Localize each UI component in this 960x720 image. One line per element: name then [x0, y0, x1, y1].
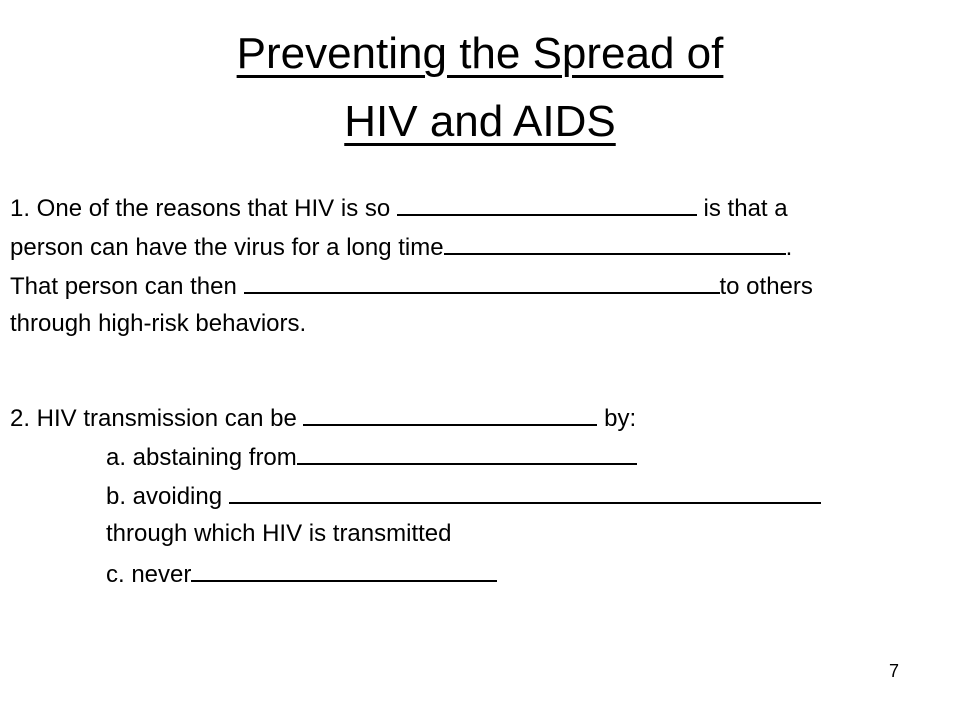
q2-blank-stem[interactable] — [303, 402, 597, 426]
q2-item-b-continuation: through which HIV is transmitted — [106, 520, 452, 547]
title-line-2: HIV and AIDS — [344, 97, 616, 146]
page-number: 7 — [889, 661, 900, 681]
q1-line-1-text-a: 1. One of the reasons that HIV is so — [10, 195, 391, 222]
q1-line-3-text-a: That person can then — [10, 273, 237, 300]
q2-item-c-text: c. never — [106, 561, 192, 588]
q1-line-2-text-a: person can have the virus for a long time — [10, 234, 444, 261]
q1-line-4: through high-risk behaviors. — [10, 310, 307, 337]
q2-item-c — [106, 558, 497, 590]
q1-line-1-text-b: is that a — [703, 195, 788, 222]
q1-blank-3[interactable] — [244, 270, 720, 294]
q2-stem-text-b: by: — [604, 405, 637, 432]
title-line-1: Preventing the Spread of — [236, 29, 724, 78]
q2-blank-c[interactable] — [191, 558, 497, 582]
q2-item-a — [106, 441, 637, 473]
q2-blank-a[interactable] — [297, 441, 637, 465]
q1-line-2-text-b: . — [785, 234, 793, 261]
q1-blank-2[interactable] — [444, 231, 786, 255]
q2-item-b — [106, 480, 821, 512]
q2-stem-text-a: 2. HIV transmission can be — [10, 405, 297, 432]
q1-line-3 — [10, 270, 813, 302]
q1-blank-1[interactable] — [397, 192, 697, 216]
q2-stem — [10, 402, 636, 434]
q2-item-b-text: b. avoiding — [106, 483, 223, 510]
q1-line-1 — [10, 192, 788, 224]
q1-line-2 — [10, 231, 792, 263]
q1-line-3-text-b: to others — [719, 273, 813, 300]
q2-blank-b[interactable] — [229, 480, 821, 504]
q2-item-a-text: a. abstaining from — [106, 444, 297, 471]
